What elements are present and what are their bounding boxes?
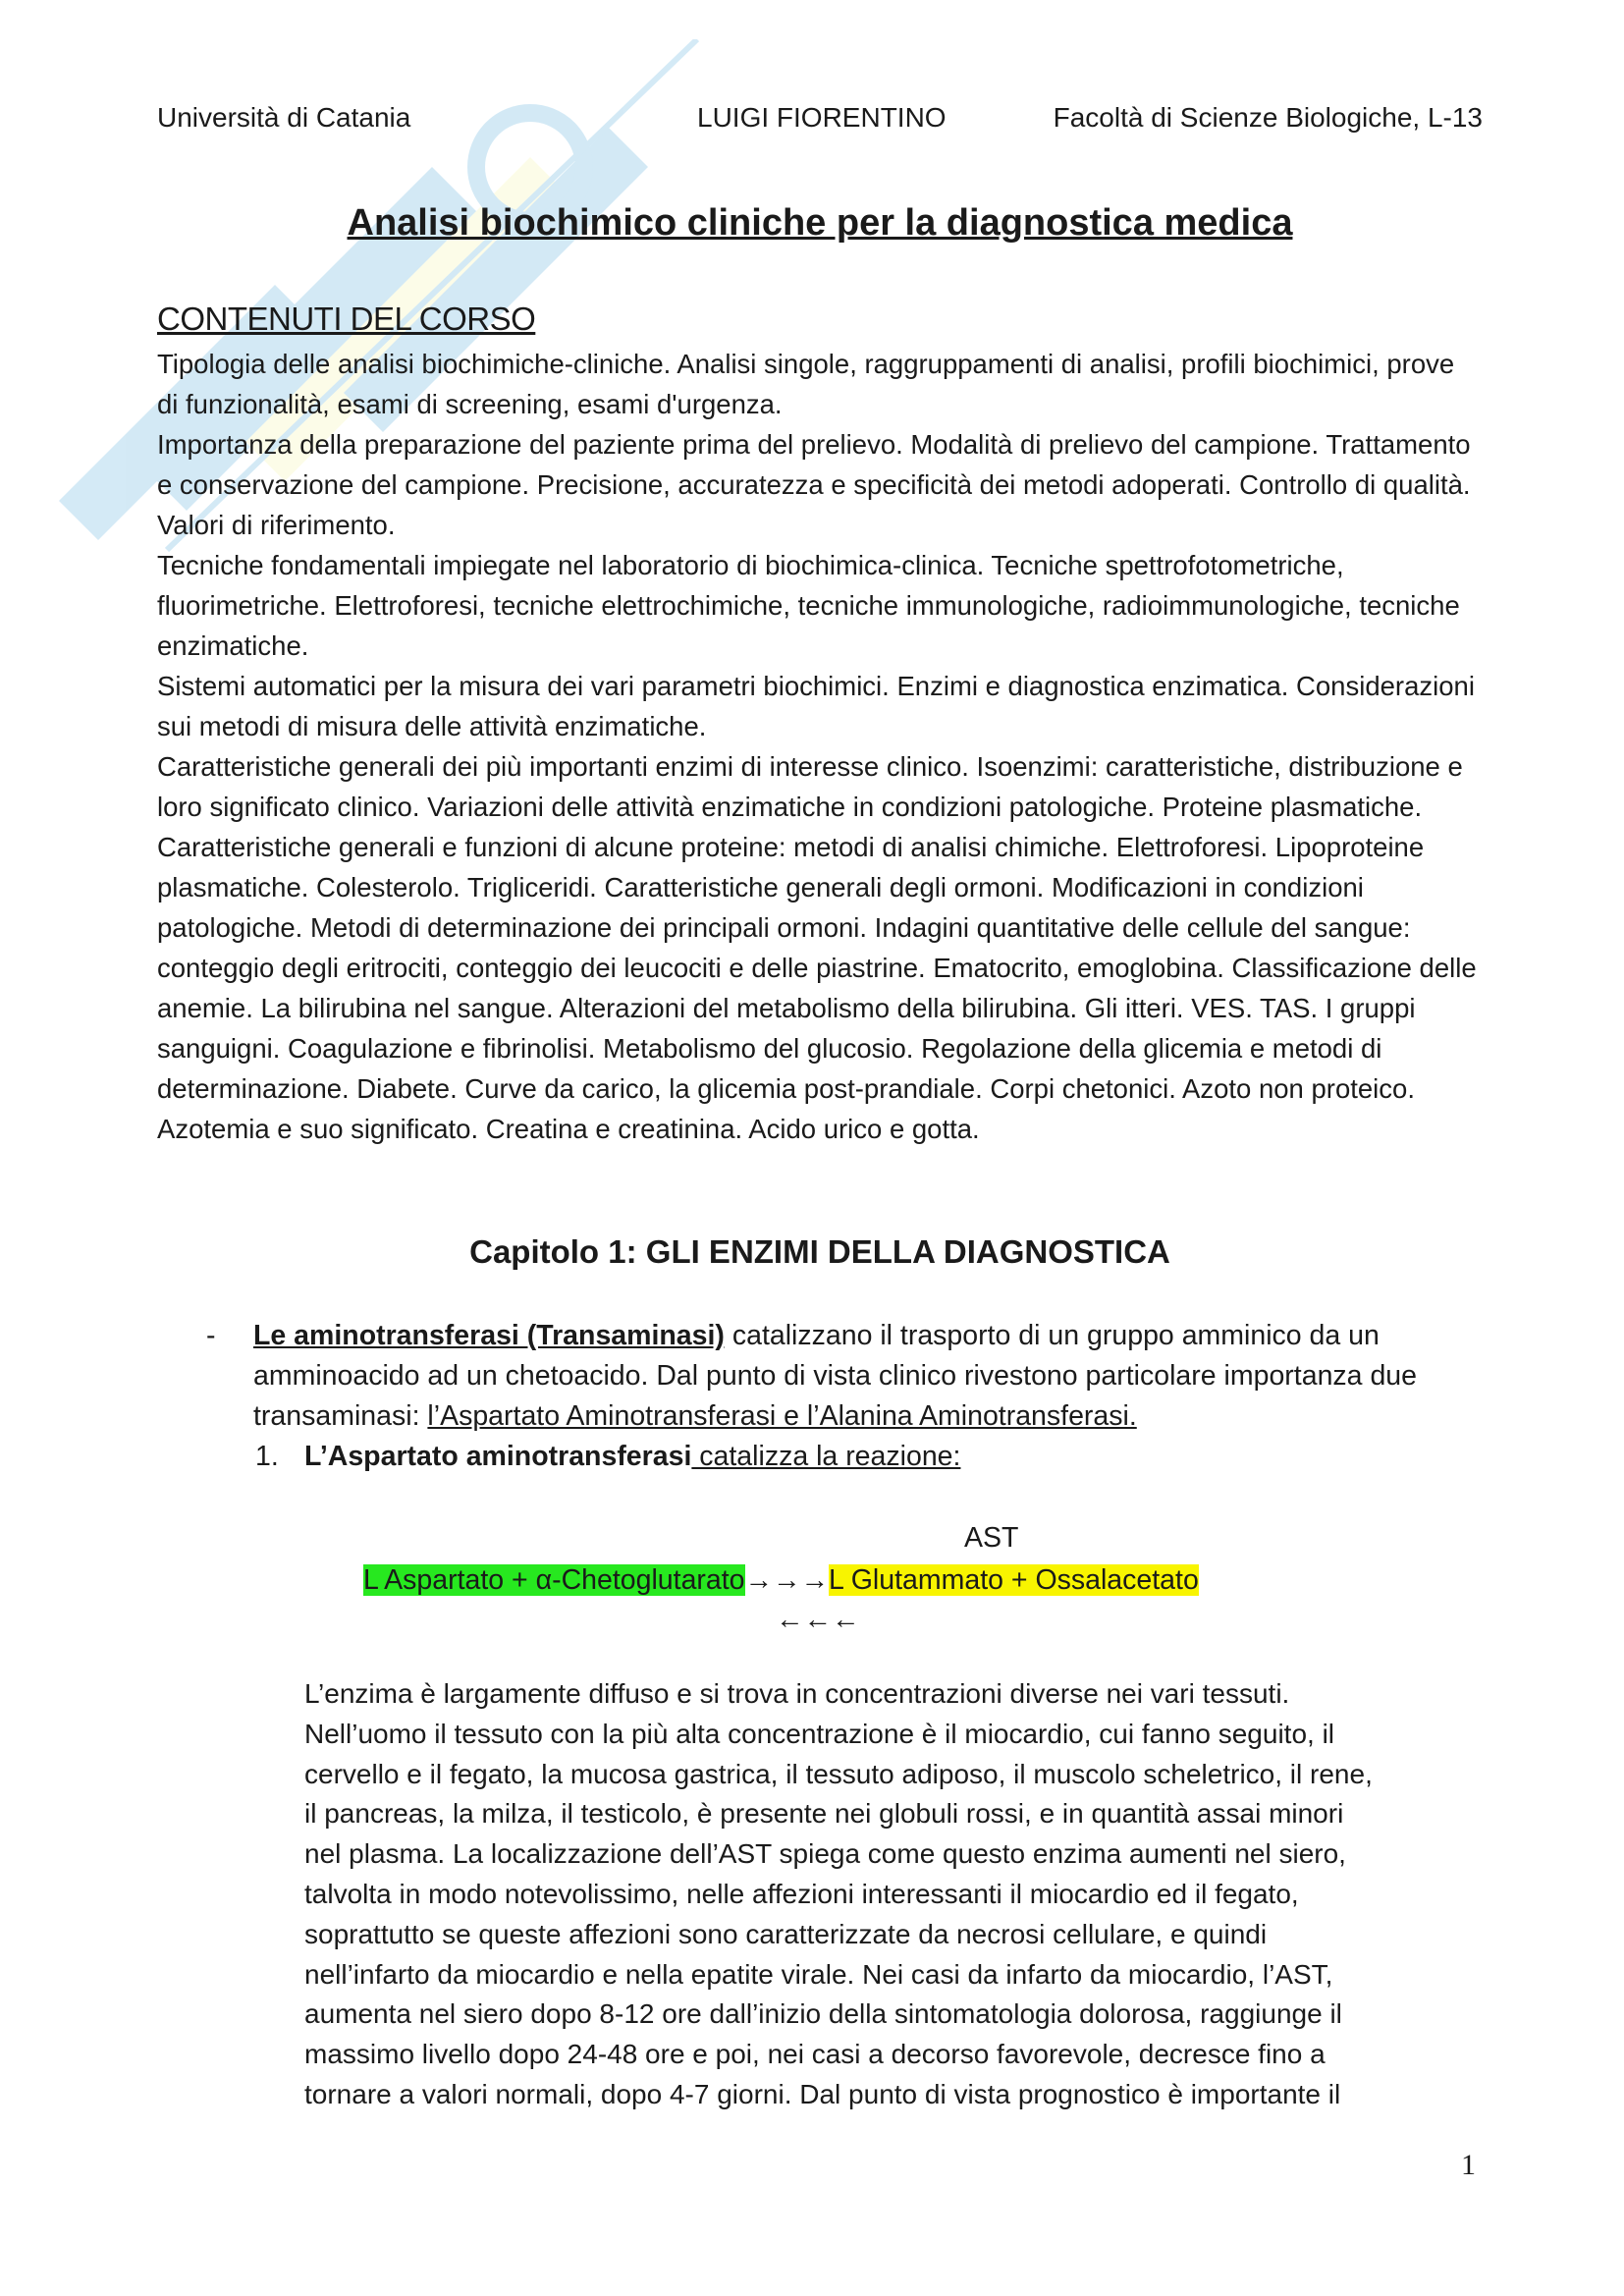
item-term: L’Aspartato aminotransferasi — [304, 1441, 692, 1472]
contents-paragraph: Caratteristiche generali dei più importanti enzimi di interesse clinico. Isoenzimi: caratteristiche, distribuzione e loro significato clinico. Variazioni delle attività enzimatiche in condizioni patologiche. Proteine plasmatiche. Caratteristiche generali e funzioni di alcune proteine: metodi di analisi chimiche. Elettroforesi. Lipoproteine plasmatiche. Colesterolo. Trigliceridi. Caratteristiche generali degli ormoni. Modificazioni in condizioni patologiche. Metodi di determinazione dei principali ormoni. Indagini quantitative delle cellule del sangue: conteggio degli eritrociti, conteggio dei leucociti e delle piastrine. Ematocrito, emoglobina. Classificazione delle anemie. La bilirubina nel sangue. Alterazioni del metabolismo della bilirubina. Gli itteri. VES. TAS. I gruppi sanguigni. Coagulazione e fibrinolisi. Metabolismo del glucosio. Regolazione della glicemia e metodi di determinazione. Diabete. Curve da carico, la glicemia post-prandiale. Corpi chetonici. Azoto non proteico. Azotemia e suo significato. Creatina e creatinina. Acido urico e gotta. — [157, 751, 1477, 1144]
contents-paragraph: Tecniche fondamentali impiegate nel laboratorio di biochimica-clinica. Tecniche spettrofotometriche, fluorimetriche. Elettroforesi, tecniche elettrochimiche, tecniche immunologiche, radioimmunologiche, tecniche enzimatiche. — [157, 550, 1460, 661]
item-text — [304, 1437, 960, 1477]
body-line: talvolta in modo notevolissimo, nelle affezioni interessanti il miocardio ed il fegato, — [304, 1878, 1299, 1909]
body-line: aumenta nel siero dopo 8-12 ore dall’inizio della sintomatologia dolorosa, raggiunge il — [304, 1998, 1342, 2030]
reaction-products: L Glutammato + Ossalacetato — [829, 1564, 1199, 1596]
contents-paragraph: Importanza della preparazione del paziente prima del prelievo. Modalità di prelievo del campione. Trattamento e conservazione del campione. Precisione, accuratezza e specificità dei metodi adoperati. Controllo di qualità. Valori di riferimento. — [157, 429, 1471, 540]
body-line: nel plasma. La localizzazione dell’AST spiega come questo enzima aumenti nel siero, — [304, 1838, 1346, 1870]
forward-arrows: →→→ — [744, 1564, 830, 1596]
header-faculty: Facoltà di Scienze Biologiche, L-13 — [1053, 102, 1483, 133]
ast-description — [304, 1674, 1483, 2115]
contents-paragraph: Tipologia delle analisi biochimiche-cliniche. Analisi singole, raggruppamenti di analisi, profili biochimici, prove di funzionalità, esami di screening, esami d'urgenza. — [157, 349, 1455, 419]
item-description: catalizza la reazione: — [691, 1441, 961, 1472]
reaction-enzyme: AST — [964, 1522, 1019, 1554]
page-number: 1 — [1461, 2149, 1476, 2181]
bullet-description: catalizzano il trasporto di un gruppo amminico da un amminoacido ad un chetoacido. Dal punto di vista clinico rivestono particolare importanza due transaminasi: — [253, 1320, 1417, 1432]
reverse-arrows: ←←← — [776, 1604, 860, 1635]
reaction-substrates: L Aspartato + α-Chetoglutarato — [363, 1564, 745, 1596]
body-line: L’enzima è largamente diffuso e si trova in concentrazioni diverse nei vari tessuti. — [304, 1678, 1290, 1709]
document-title-text: Analisi biochimico cliniche per la diagnostica medica — [347, 202, 1293, 244]
contents-paragraph: Sistemi automatici per la misura dei vari parametri biochimici. Enzimi e diagnostica enzimatica. Considerazioni sui metodi di misura delle attività enzimatiche. — [157, 671, 1475, 741]
item-number: 1. — [255, 1441, 279, 1472]
body-line: soprattutto se queste affezioni sono caratterizzate da necrosi cellulare, e quindi — [304, 1918, 1268, 1949]
body-line: Nell’uomo il tessuto con la più alta concentrazione è il miocardio, cui fanno seguito, il — [304, 1718, 1335, 1749]
header-university: Università di Catania — [157, 102, 411, 133]
bullet-term: Le aminotransferasi (Transaminasi) — [253, 1320, 725, 1351]
contents-body — [157, 344, 1483, 1149]
body-line: nell’infarto da miocardio e nella epatite virale. Nei casi da infarto da miocardio, l’AST, — [304, 1958, 1333, 1990]
body-line: cervello e il fegato, la mucosa gastrica, il tessuto adiposo, il muscolo scheletrico, il rene, — [304, 1758, 1373, 1789]
body-line: massimo livello dopo 24-48 ore e poi, nei casi a decorso favorevole, decresce fino a — [304, 2039, 1326, 2070]
bullet-text — [253, 1316, 1483, 1437]
document-title — [157, 196, 1483, 249]
body-line: tornare a valori normali, dopo 4-7 giorni. Dal punto di vista prognostico è importante il — [304, 2078, 1341, 2109]
chapter-heading: Capitolo 1: GLI ENZIMI DELLA DIAGNOSTICA — [469, 1233, 1170, 1270]
bullet-underlined-tail: l’Aspartato Aminotransferasi e l’Alanina Aminotransferasi. — [427, 1400, 1137, 1432]
contents-heading: CONTENUTI DEL CORSO — [157, 301, 536, 337]
body-line: il pancreas, la milza, il testicolo, è presente nei globuli rossi, e in quantità assai minori — [304, 1798, 1344, 1830]
header-author: LUIGI FIORENTINO — [697, 102, 947, 133]
reaction-line — [363, 1559, 1199, 1601]
bullet-dash: - — [206, 1320, 216, 1351]
